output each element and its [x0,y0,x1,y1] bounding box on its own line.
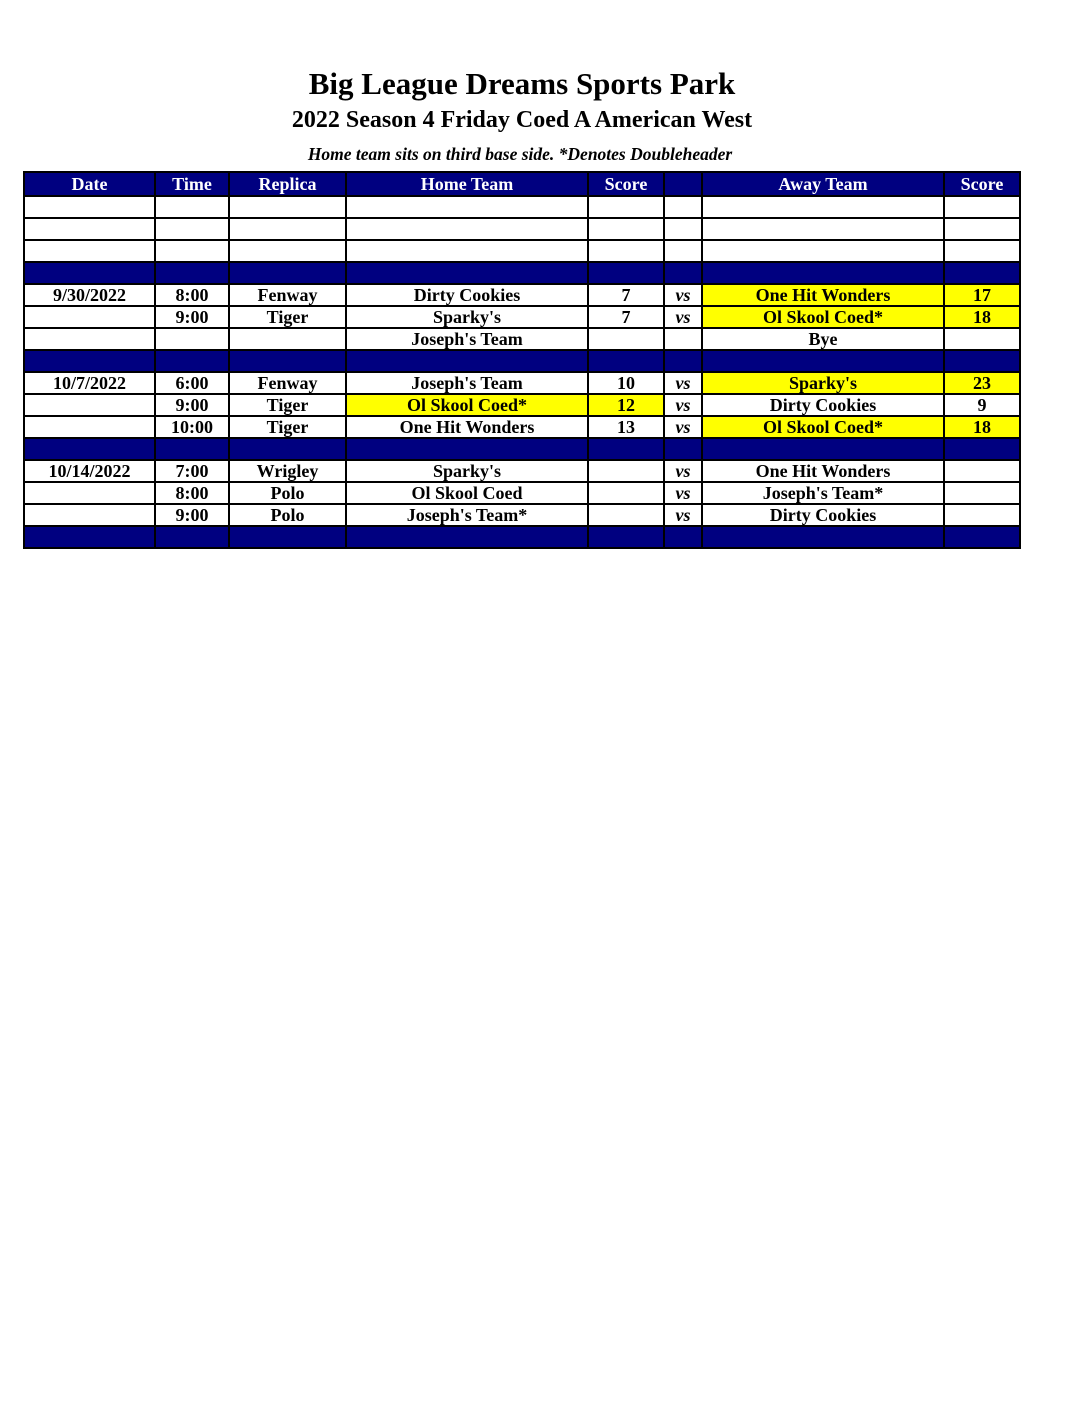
replica-cell: Polo [229,504,346,526]
home-score-cell: 7 [588,306,664,328]
time-cell: 8:00 [155,284,229,306]
vs-cell: vs [664,306,702,328]
date-cell [24,306,155,328]
away-score-cell [944,504,1020,526]
away-team-cell: One Hit Wonders [702,284,944,306]
blank-cell [664,218,702,240]
blank-cell [702,240,944,262]
date-cell [24,504,155,526]
separator-cell [588,262,664,284]
date-cell: 9/30/2022 [24,284,155,306]
separator-cell [155,262,229,284]
separator-cell [664,526,702,548]
time-cell: 9:00 [155,394,229,416]
blank-cell [702,196,944,218]
replica-cell: Polo [229,482,346,504]
away-score-cell: 9 [944,394,1020,416]
home-score-cell: 13 [588,416,664,438]
away-team-cell: One Hit Wonders [702,460,944,482]
page-subtitle: 2022 Season 4 Friday Coed A American West [291,107,753,133]
date-cell [24,394,155,416]
home-team-cell: One Hit Wonders [346,416,588,438]
separator-cell [346,526,588,548]
separator-cell [944,350,1020,372]
blank-cell [588,240,664,262]
time-cell: 10:00 [155,416,229,438]
separator-cell [229,262,346,284]
blank-cell [944,240,1020,262]
vs-cell [664,328,702,350]
replica-cell: Wrigley [229,460,346,482]
vs-cell: vs [664,416,702,438]
time-cell: 9:00 [155,504,229,526]
separator-cell [229,526,346,548]
home-team-cell: Joseph's Team [346,328,588,350]
blank-cell [229,218,346,240]
blank-cell [588,196,664,218]
separator-row [24,526,1020,548]
separator-row [24,350,1020,372]
separator-cell [588,526,664,548]
blank-cell [155,240,229,262]
home-team-cell: Joseph's Team [346,372,588,394]
game-row [24,328,1020,350]
separator-cell [229,438,346,460]
home-team-cell: Ol Skool Coed* [346,394,588,416]
blank-cell [229,196,346,218]
separator-cell [155,526,229,548]
away-score-cell [944,460,1020,482]
game-row [24,394,1020,416]
col-header-time: Time [155,172,229,196]
col-header-vs [664,172,702,196]
blank-row [24,240,1020,262]
game-row [24,306,1020,328]
home-score-cell: 10 [588,372,664,394]
home-score-cell [588,328,664,350]
away-score-cell: 23 [944,372,1020,394]
home-score-cell [588,504,664,526]
col-header-away-score: Score [944,172,1020,196]
blank-cell [664,196,702,218]
blank-cell [588,218,664,240]
blank-cell [24,196,155,218]
away-score-cell: 18 [944,416,1020,438]
home-score-cell [588,460,664,482]
away-team-cell: Joseph's Team* [702,482,944,504]
away-score-cell: 18 [944,306,1020,328]
vs-cell: vs [664,394,702,416]
separator-cell [24,350,155,372]
separator-cell [944,438,1020,460]
separator-cell [702,438,944,460]
col-header-away-team: Away Team [702,172,944,196]
game-row [24,416,1020,438]
home-score-cell: 7 [588,284,664,306]
separator-cell [588,438,664,460]
separator-cell [588,350,664,372]
date-cell [24,482,155,504]
blank-cell [155,218,229,240]
away-team-cell: Bye [702,328,944,350]
blank-cell [346,240,588,262]
blank-cell [944,196,1020,218]
separator-cell [702,350,944,372]
vs-cell: vs [664,504,702,526]
time-cell: 7:00 [155,460,229,482]
separator-cell [155,438,229,460]
separator-cell [24,438,155,460]
game-row [24,460,1020,482]
blank-cell [944,218,1020,240]
separator-cell [346,438,588,460]
blank-cell [24,240,155,262]
replica-cell: Fenway [229,372,346,394]
header-row [24,172,1020,196]
page-title: Big League Dreams Sports Park [308,66,736,101]
blank-cell [346,196,588,218]
vs-cell: vs [664,284,702,306]
separator-cell [155,350,229,372]
home-team-cell: Ol Skool Coed [346,482,588,504]
vs-cell: vs [664,482,702,504]
doubleheader-note: Home team sits on third base side. *Denotes Doubleheader [307,144,733,164]
vs-cell: vs [664,460,702,482]
away-team-cell: Ol Skool Coed* [702,416,944,438]
separator-cell [346,350,588,372]
date-cell: 10/7/2022 [24,372,155,394]
blank-row [24,218,1020,240]
replica-cell [229,328,346,350]
separator-cell [24,526,155,548]
away-score-cell [944,482,1020,504]
separator-cell [702,262,944,284]
home-team-cell: Sparky's [346,306,588,328]
home-team-cell: Sparky's [346,460,588,482]
game-row [24,284,1020,306]
blank-cell [24,218,155,240]
time-cell [155,328,229,350]
home-team-cell: Joseph's Team* [346,504,588,526]
away-score-cell: 17 [944,284,1020,306]
col-header-date: Date [24,172,155,196]
col-header-home-team: Home Team [346,172,588,196]
separator-row [24,262,1020,284]
game-row [24,482,1020,504]
schedule-table [23,171,1021,549]
date-cell [24,328,155,350]
time-cell: 6:00 [155,372,229,394]
separator-cell [24,262,155,284]
date-cell [24,416,155,438]
schedule-body [24,196,1020,548]
separator-cell [664,350,702,372]
home-score-cell [588,482,664,504]
separator-cell [944,526,1020,548]
blank-cell [155,196,229,218]
replica-cell: Fenway [229,284,346,306]
separator-cell [229,350,346,372]
separator-cell [346,262,588,284]
separator-cell [664,262,702,284]
game-row [24,504,1020,526]
separator-cell [702,526,944,548]
vs-cell: vs [664,372,702,394]
blank-cell [229,240,346,262]
col-header-home-score: Score [588,172,664,196]
home-score-cell: 12 [588,394,664,416]
blank-cell [664,240,702,262]
home-team-cell: Dirty Cookies [346,284,588,306]
time-cell: 8:00 [155,482,229,504]
separator-row [24,438,1020,460]
col-header-replica: Replica [229,172,346,196]
replica-cell: Tiger [229,394,346,416]
blank-cell [346,218,588,240]
away-team-cell: Dirty Cookies [702,394,944,416]
time-cell: 9:00 [155,306,229,328]
blank-cell [702,218,944,240]
away-team-cell: Ol Skool Coed* [702,306,944,328]
game-row [24,372,1020,394]
separator-cell [944,262,1020,284]
blank-row [24,196,1020,218]
away-score-cell [944,328,1020,350]
away-team-cell: Dirty Cookies [702,504,944,526]
date-cell: 10/14/2022 [24,460,155,482]
away-team-cell: Sparky's [702,372,944,394]
separator-cell [664,438,702,460]
replica-cell: Tiger [229,306,346,328]
replica-cell: Tiger [229,416,346,438]
